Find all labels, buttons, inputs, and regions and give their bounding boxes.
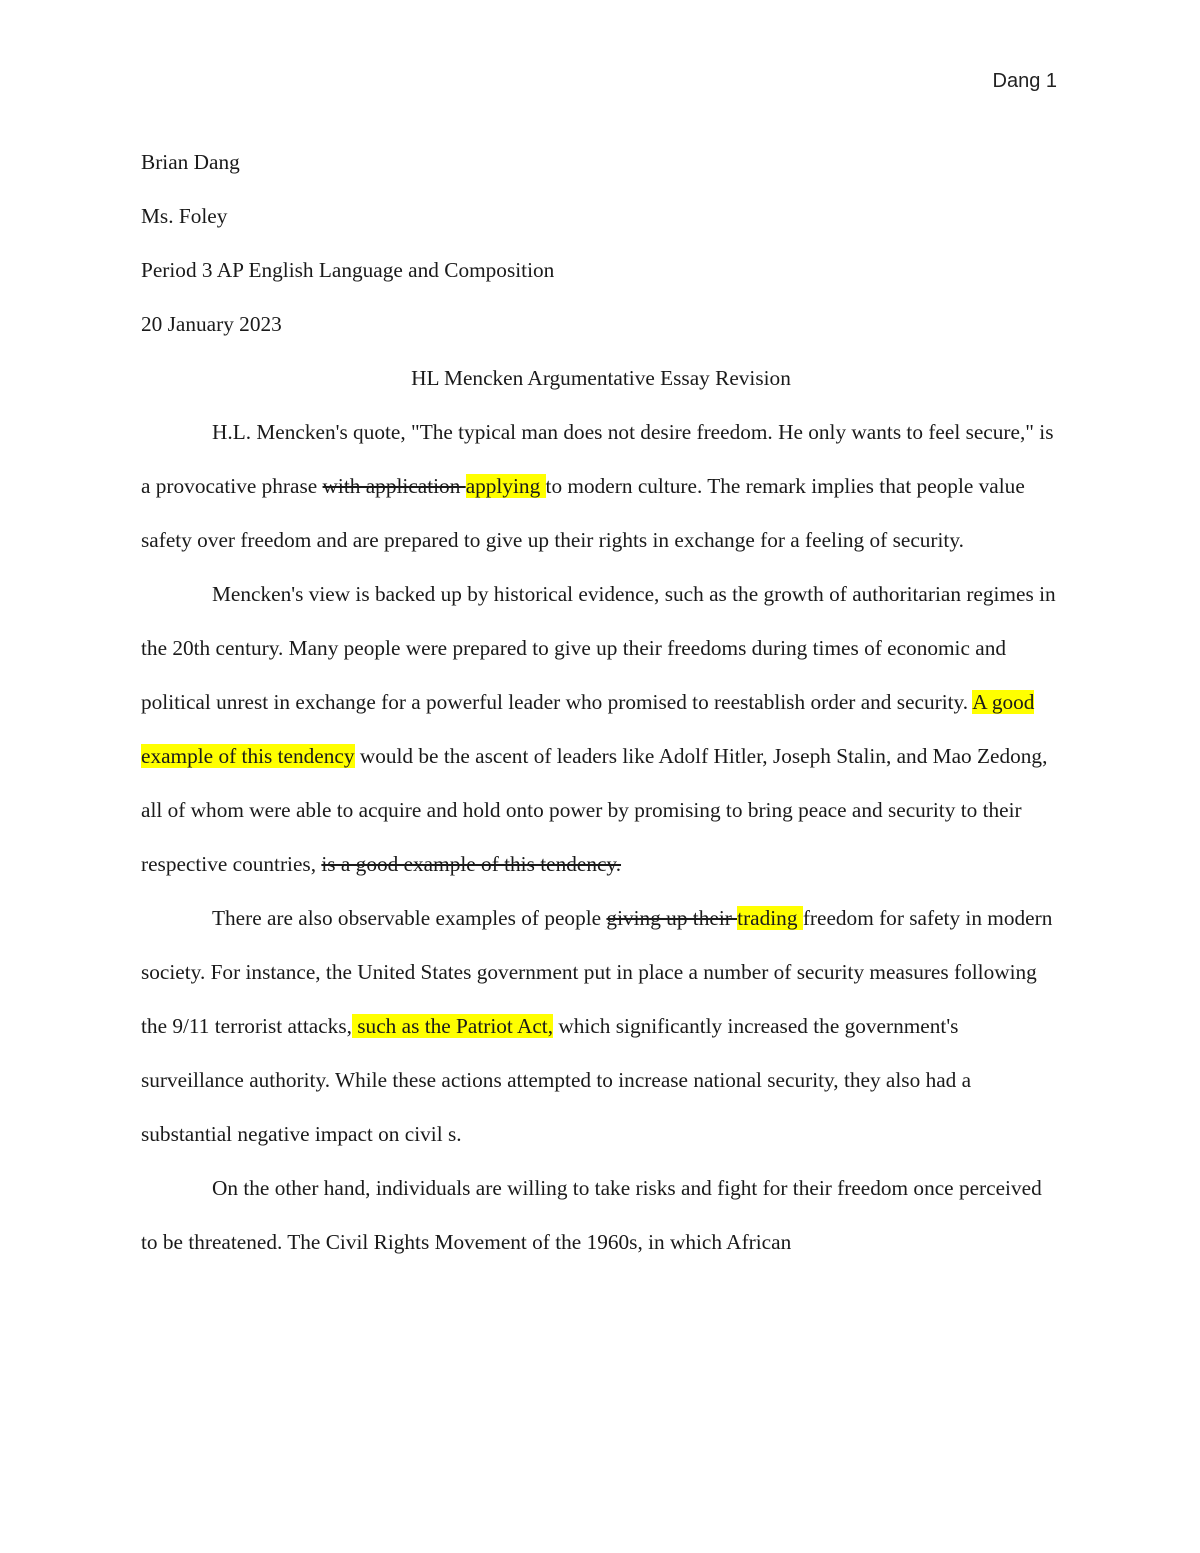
paragraph-1 xyxy=(141,405,1061,567)
paragraph-text: On the other hand, individuals are willing to take risks and fight for their freedom once perceived to be threatened. The Civil Rights Movement of the 1960s, in which African xyxy=(141,1176,1042,1254)
highlighted-text: applying xyxy=(465,474,546,498)
deleted-text: is a good example of this tendency. xyxy=(321,852,622,876)
paragraph-4 xyxy=(141,1161,1061,1269)
paragraph-text: freedom for safety in modern society. For instance, the United States government put in place a number of security measures following the 9/11 terrorist attacks, xyxy=(141,906,1053,1038)
essay-date: 20 January 2023 xyxy=(141,312,282,336)
highlighted-text: trading xyxy=(737,906,803,930)
page-header-label: Dang 1 xyxy=(992,70,1057,92)
deleted-text: giving up their xyxy=(606,906,738,930)
paragraph-text: would be the ascent of leaders like Adolf Hitler, Joseph Stalin, and Mao Zedong, all of whom were able to acquire and hold onto power by promising to bring peace and security to their respective countries, xyxy=(141,744,1048,876)
course-name: Period 3 AP English Language and Composition xyxy=(141,258,555,282)
paragraph-text: Mencken's view is backed up by historical evidence, such as the growth of authoritarian regimes in the 20th century. Many people were prepared to give up their freedoms during times of economic and political unrest in exchange for a powerful leader who promised to reestablish order and security. xyxy=(141,582,1056,714)
paragraph-text: There are also observable examples of people xyxy=(212,906,607,930)
essay-title: HL Mencken Argumentative Essay Revision xyxy=(411,366,791,390)
paragraph-text: to modern culture. The remark implies that people value safety over freedom and are prepared to give up their rights in exchange for a feeling of security. xyxy=(141,474,1025,552)
paragraph-text: which significantly increased the government's surveillance authority. While these actions attempted to increase national security, they also had a substantial negative impact on civil s. xyxy=(141,1014,972,1146)
teacher-name: Ms. Foley xyxy=(141,204,228,228)
paragraph-2 xyxy=(141,567,1061,891)
paragraph-3 xyxy=(141,891,1061,1161)
highlighted-text: A good example of this tendency xyxy=(141,690,1035,768)
paragraph-text: H.L. Mencken's quote, "The typical man does not desire freedom. He only wants to feel secure," is a provocative phrase xyxy=(141,420,1054,498)
essay-body xyxy=(141,135,1061,1269)
highlighted-text: such as the Patriot Act, xyxy=(351,1014,554,1038)
deleted-text: with application xyxy=(322,474,466,498)
student-name: Brian Dang xyxy=(141,150,240,174)
